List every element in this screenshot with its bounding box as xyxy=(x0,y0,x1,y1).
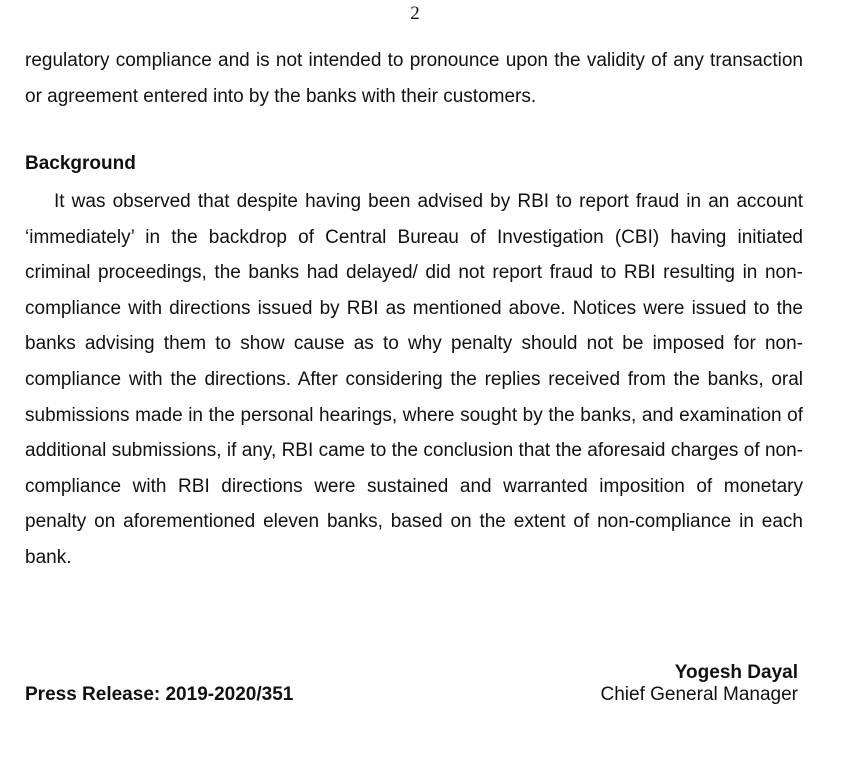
intro-paragraph: regulatory compliance and is not intended to pronounce upon the validity of any transaction or agreement entered into by the banks with their customers. xyxy=(25,50,803,107)
press-release-number: Press Release: 2019-2020/351 xyxy=(25,684,294,705)
signatory-title: Chief General Manager xyxy=(600,684,798,705)
page-number: 2 xyxy=(410,3,420,24)
section-heading-background: Background xyxy=(25,153,136,174)
background-paragraph: It was observed that despite having been advised by RBI to report fraud in an account ‘immediately’ in the backdrop of Central Bureau of Investigation (CBI) having initiated criminal proceedings, the banks had delayed/ did not report fraud to RBI resulting in non-compliance with directions issued by RBI as mentioned above. Notices were issued to the banks advising them to show cause as to why penalty should not be imposed for non-compliance with the directions. After considering the replies received from the banks, oral submissions made in the personal hearings, where sought by the banks, and examination of additional submissions, if any, RBI came to the conclusion that the aforesaid charges of non-compliance with RBI directions were sustained and warranted imposition of monetary penalty on aforementioned eleven banks, based on the extent of non-compliance in each bank. xyxy=(25,191,803,568)
signatory-name: Yogesh Dayal xyxy=(674,662,798,683)
